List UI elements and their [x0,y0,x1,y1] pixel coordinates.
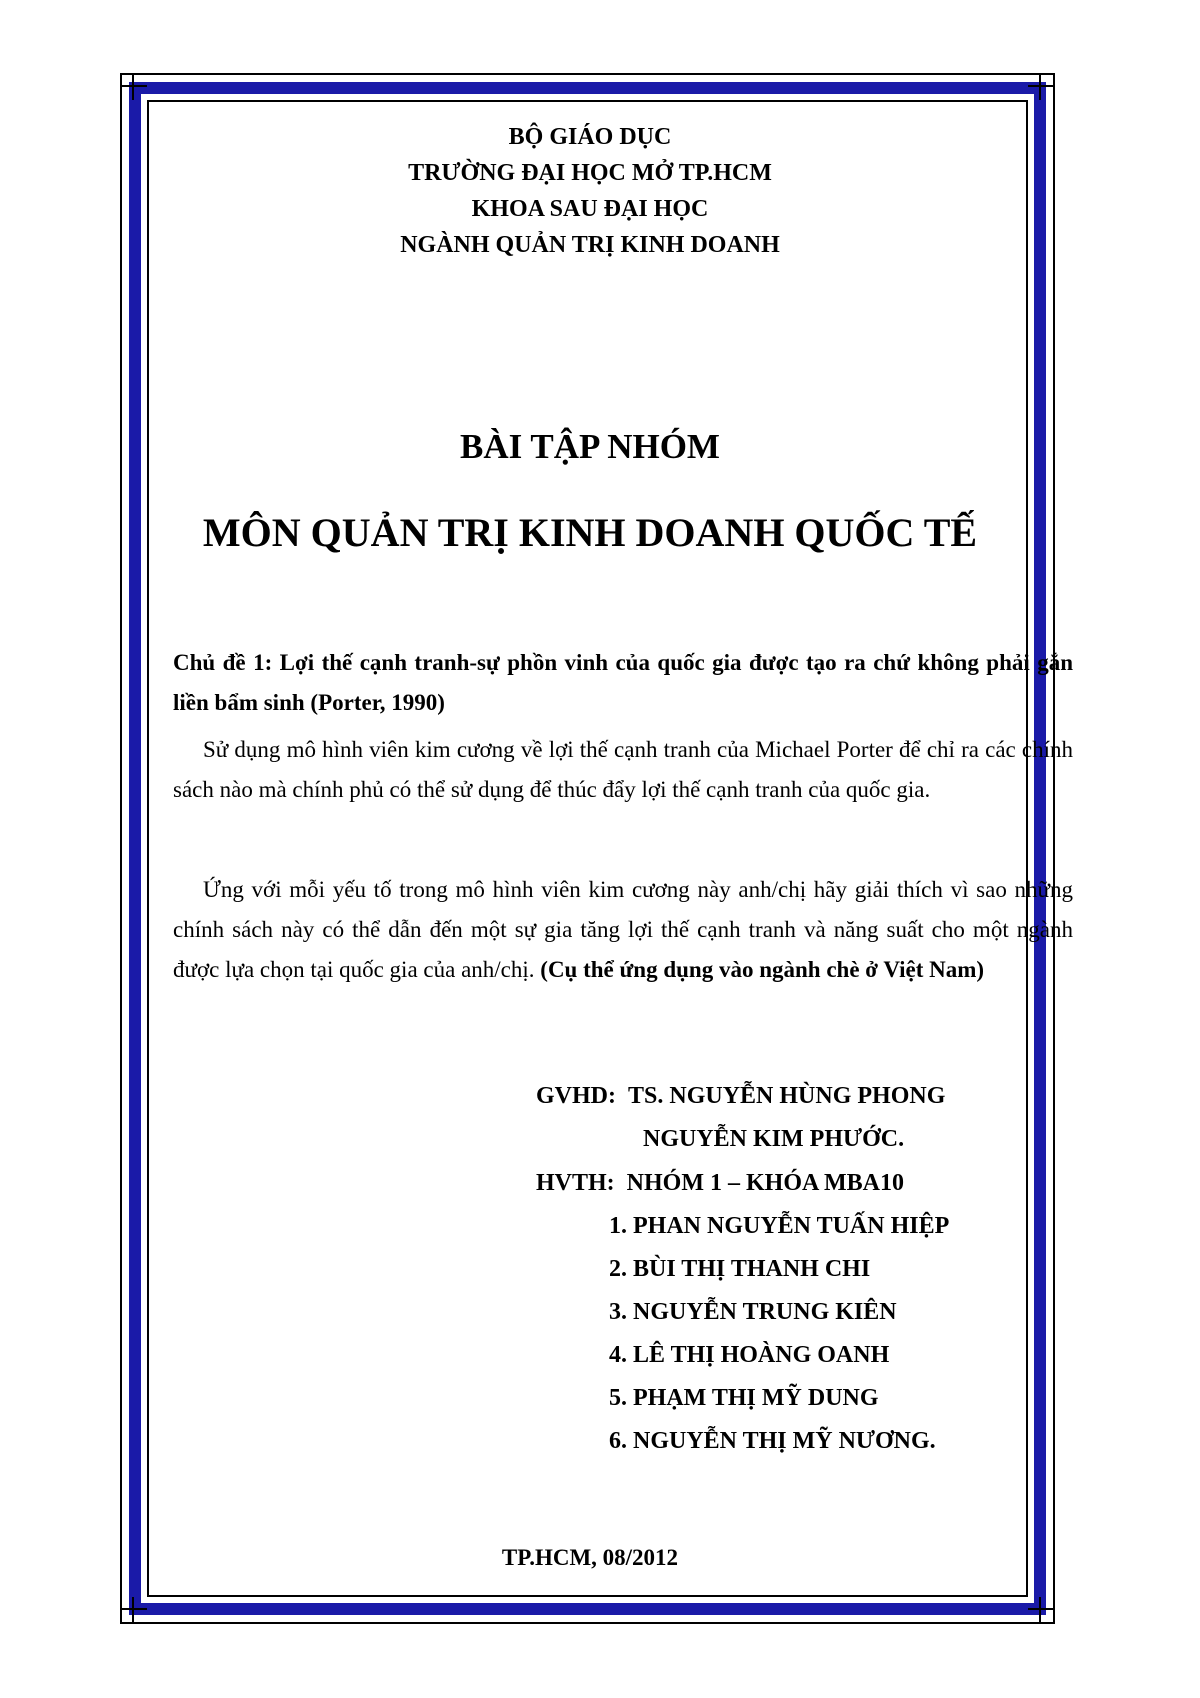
supervisor-name-2: NGUYỄN KIM PHƯỚC. [643,1126,905,1152]
course-title: MÔN QUẢN TRỊ KINH DOANH QUỐC TẾ [202,510,978,555]
supervisor-line [536,1075,945,1118]
list-item: 2. BÙI THỊ THANH CHI [609,1256,871,1282]
body-paragraph-1: Sử dụng mô hình viên kim cương về lợi thế cạnh tranh của Michael Porter để chỉ ra các chính sách nào mà chính phủ có thể sử dụng để thúc đẩy lợi thế cạnh tranh của quốc gia. [173,737,1073,802]
ministry-name: BỘ GIÁO DỤC [508,124,672,150]
list-item: 1. PHAN NGUYỄN TUẤN HIỆP [609,1213,950,1239]
major-name: NGÀNH QUẢN TRỊ KINH DOANH [400,232,780,258]
body-paragraph-2 [173,870,1073,990]
paragraph-2-emphasis: (Cụ thể ứng dụng vào ngành chè ở Việt Nam) [540,957,985,982]
supervisor-name-1: TS. NGUYỄN HÙNG PHONG [628,1083,946,1109]
institution-header [160,119,1020,263]
corner-ornament-bottom-left [121,1597,147,1623]
paragraph-2-text: Ứng với mỗi yếu tố trong mô hình viên kim cương này anh/chị hãy giải thích vì sao những chính sách này có thể dẫn đến một sự gia tăng lợi thế cạnh tranh và năng suất cho một ngành được lựa chọn tại quốc gia của anh/chị. [173,877,1073,982]
corner-ornament-top-right [1028,74,1054,100]
corner-ornament-top-left [121,74,147,100]
university-name: TRƯỜNG ĐẠI HỌC MỞ TP.HCM [408,160,772,186]
corner-ornament-bottom-right [1028,1597,1054,1623]
member-list [609,1205,949,1463]
group-name: NHÓM 1 – KHÓA MBA10 [626,1170,904,1196]
topic-heading: Chủ đề 1: Lợi thế cạnh tranh-sự phồn vinh của quốc gia được tạo ra chứ không phải gắn liền bẩm sinh (Porter, 1990) [173,650,1073,715]
students-line [536,1162,904,1205]
list-item: 6. NGUYỄN THỊ MỸ NƯƠNG. [609,1428,936,1454]
assignment-title: BÀI TẬP NHÓM [460,427,720,466]
list-item: 4. LÊ THỊ HOÀNG OANH [609,1342,890,1368]
gvhd-label: GVHD: [536,1083,616,1109]
list-item: 5. PHẠM THỊ MỸ DUNG [609,1385,879,1411]
list-item: 3. NGUYỄN TRUNG KIÊN [609,1299,897,1325]
place-date: TP.HCM, 08/2012 [501,1545,679,1570]
faculty-name: KHOA SAU ĐẠI HỌC [471,196,709,222]
hvth-label: HVTH: [536,1170,615,1196]
